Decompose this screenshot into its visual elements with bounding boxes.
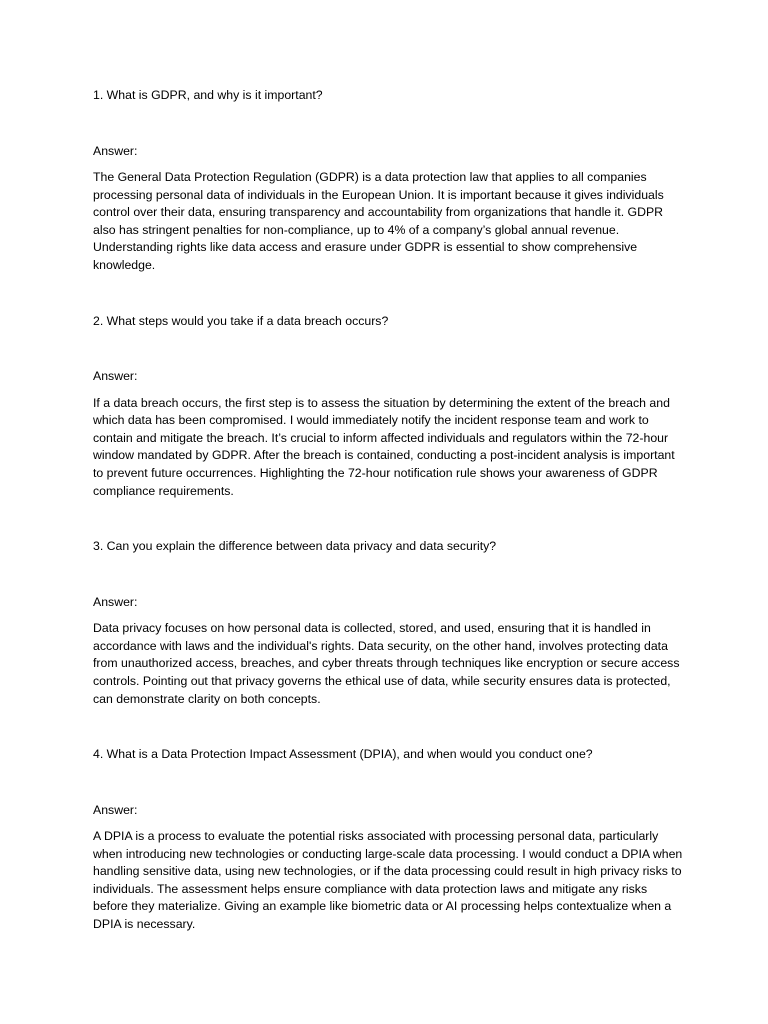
question-2: 2. What steps would you take if a data breach occurs?: [93, 313, 389, 328]
answer-label-2: Answer:: [93, 369, 138, 384]
qa-item-3: [93, 538, 684, 708]
answer-text-4: A DPIA is a process to evaluate the potential risks associated with processing personal data, particularly when introducing new technologies or conducting large-scale data processing. I would conduct a DPIA when handling sensitive data, using new technologies, or if the data processing could result in high privacy risks to individuals. The assessment helps ensure compliance with data protection laws and mitigate any risks before they materialize. Giving an example like biometric data or AI processing helps contextualize when a DPIA is necessary.: [93, 829, 683, 932]
qa-item-1: [93, 87, 684, 275]
answer-label-3: Answer:: [93, 594, 138, 609]
answer-label-1: Answer:: [93, 143, 138, 158]
answer-text-1: The General Data Protection Regulation (GDPR) is a data protection law that applies to all companies processing personal data of individuals in the European Union. It is important because it gives individuals control over their data, ensuring transparency and accountability from organizations that handle it. GDPR also has stringent penalties for non-compliance, up to 4% of a company’s global annual revenue. Understanding rights like data access and erasure under GDPR is essential to show comprehensive knowledge.: [93, 170, 664, 272]
answer-label-4: Answer:: [93, 802, 138, 817]
qa-item-2: [93, 313, 684, 501]
question-4: 4. What is a Data Protection Impact Assessment (DPIA), and when would you conduct one?: [93, 747, 593, 762]
question-1: 1. What is GDPR, and why is it important?: [93, 88, 323, 102]
answer-text-3: Data privacy focuses on how personal data is collected, stored, and used, ensuring that it is handled in accordance with laws and the individual's rights. Data security, on the other hand, involves protecting data from unauthorized access, breaches, and cyber threats through techniques like encryption or secure access controls. Pointing out that privacy governs the ethical use of data, while security ensures data is protected, can demonstrate clarity on both concepts.: [93, 621, 680, 706]
question-3: 3. Can you explain the difference between data privacy and data security?: [93, 539, 497, 554]
qa-item-4: [93, 746, 684, 934]
answer-text-2: If a data breach occurs, the first step is to assess the situation by determining the extent of the breach and which data has been compromised. I would immediately notify the incident response team and work to contain and mitigate the breach. It’s crucial to inform affected individuals and regulators within the 72-hour window mandated by GDPR. After the breach is contained, conducting a post-incident analysis is important to prevent future occurrences. Highlighting the 72-hour notification rule shows your awareness of GDPR compliance requirements.: [93, 395, 675, 498]
